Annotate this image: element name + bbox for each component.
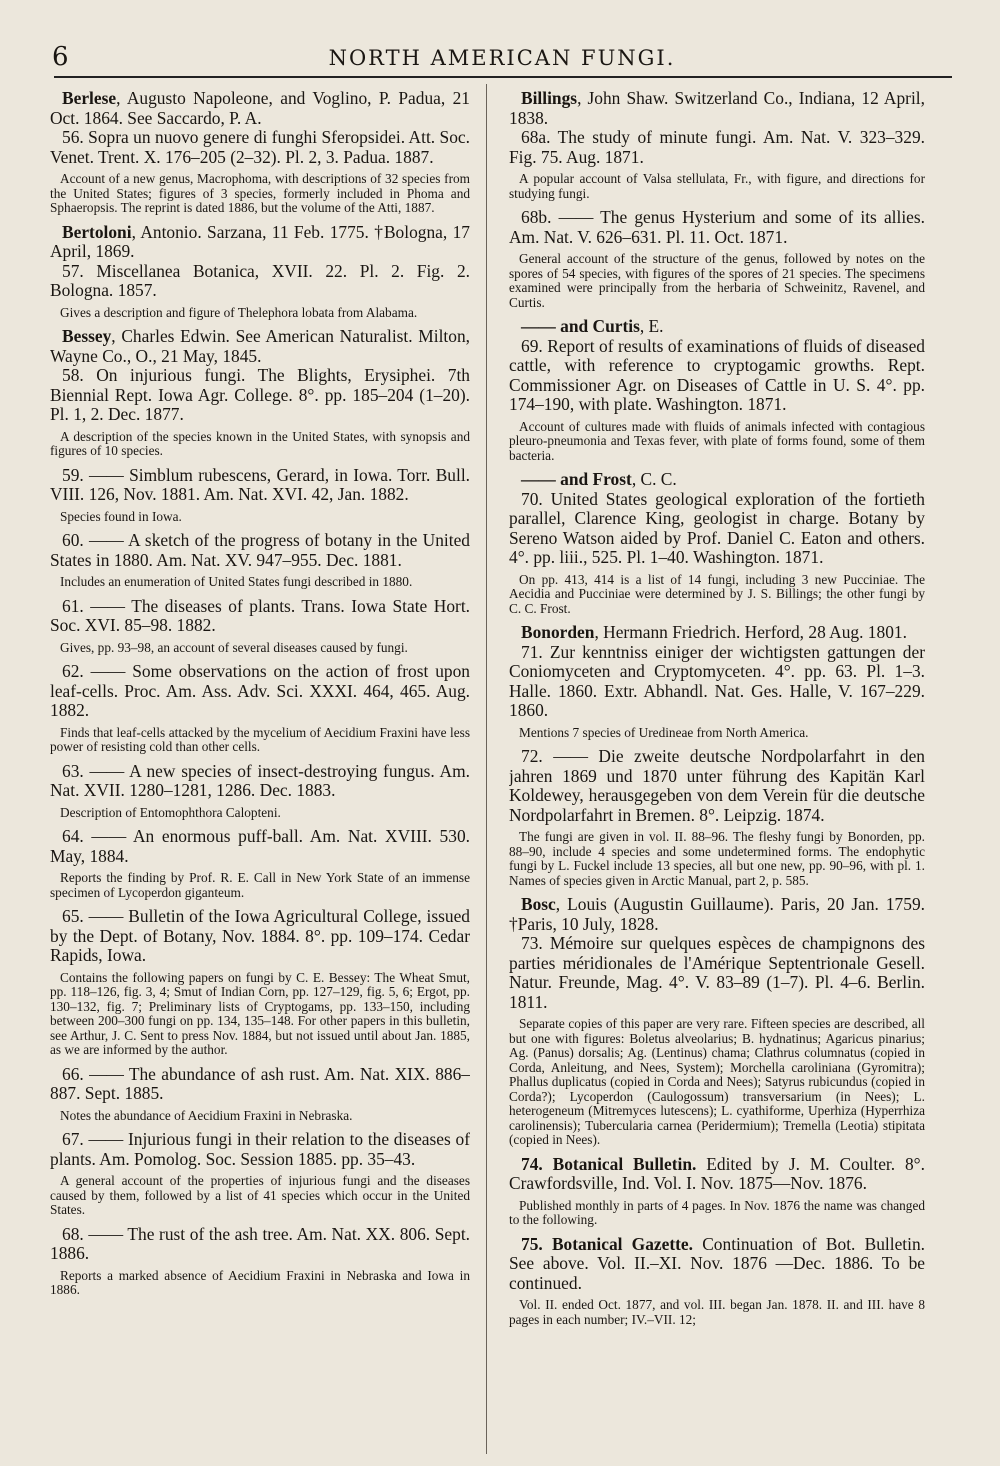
publication-entry: 70. United States geological exploration of the fortieth parallel, Clarence King, geologist in charge. Botany by Sereno Watson aided by Prof. Daniel C. Eaton and others. 4°. pp. liii., 525. Pl. 1–40. Washington. 1871. (509, 488, 925, 567)
author-entry (509, 317, 925, 337)
author-entry (509, 623, 925, 643)
annotation-note: Vol. II. ended Oct. 1877, and vol. III. began Jan. 1878. II. and III. have 8 pages in each number; IV.–VII. 12; (509, 1297, 925, 1327)
publication-entry: 71. Zur kenntniss einiger der wichtigsten gattungen der Coniomyceten and Cryptomyceten. 4°. pp. 63. Pl. 1–3. Halle. 1860. Extr. Abhandl. Nat. Ges. Halle, V. 167–229. 1860. (509, 641, 925, 720)
annotation-note: General account of the structure of the genus, followed by notes on the spores of 54 species, with figures of the spores of 21 species. The specimens examined were principally from the herbaria of Schweinitz, Ravenel, and Curtis. (509, 251, 925, 310)
right-column (509, 84, 925, 1454)
running-title: NORTH AMERICAN FUNGI. (328, 46, 676, 70)
annotation-note: Gives, pp. 93–98, an account of several diseases caused by fungi. (60, 639, 408, 655)
annotation-note: Includes an enumeration of United States fungi described in 1880. (60, 574, 413, 589)
publication-entry: 68. —— The rust of the ash tree. Am. Nat. XX. 806. Sept. 1886. (50, 1223, 470, 1263)
author-name: 75. Botanical Gazette. (521, 1233, 693, 1254)
author-entry (509, 470, 925, 490)
annotation-note: A general account of the properties of injurious fungi and the diseases caused by them, followed by a list of 41 species which occur in the United States. (50, 1173, 470, 1217)
author-name: 74. Botanical Bulletin. (521, 1153, 697, 1174)
annotation-note: Account of a new genus, Macrophoma, with descriptions of 32 species from the United States; figures of 3 species, formerly included in Phoma and Sphaeropsis. The reprint is dated 1886, but the volume of the Atti, 1887. (50, 171, 470, 215)
author-name: —— and Frost (521, 469, 632, 489)
author-details: , John Shaw. Switzerland Co., Indiana, 12 April, 1838. (509, 88, 925, 128)
annotation-note: Published monthly in parts of 4 pages. In Nov. 1876 the name was changed to the following. (509, 1197, 925, 1227)
publication-entry: 63. —— A new species of insect-destroying fungus. Am. Nat. XVII. 1280–1281, 1286. Dec. 1883. (50, 760, 470, 800)
author-details: , Antonio. Sarzana, 11 Feb. 1775. †Bologna, 17 April, 1869. (50, 221, 470, 261)
annotation-note: Mentions 7 species of Uredineae from North America. (519, 724, 809, 740)
author-details: , Augusto Napoleone, and Voglino, P. Padua, 21 Oct. 1864. See Saccardo, P. A. (50, 88, 470, 128)
annotation-note: Species found in Iowa. (60, 508, 182, 524)
author-details: Continuation of Bot. Bulletin. See above. Vol. II.–XI. Nov. 1876 —Dec. 1886. To be continued. (509, 1233, 925, 1293)
author-entry (509, 89, 925, 128)
header-rule (54, 76, 952, 78)
publication-entry: 73. Mémoire sur quelques espèces de champignons des parties méridionales de l'Amérique Septentrionale Gesell. Natur. Freunde, Mag. 4°. V. 83–89 (1–7). Pl. 4–6. Berlin. 1811. (509, 933, 925, 1012)
publication-entry: 67. —— Injurious fungi in their relation to the diseases of plants. Am. Pomolog. Soc. Session 1885. pp. 35–43. (50, 1129, 470, 1169)
annotation-note: Reports a marked absence of Aecidium Fraxini in Nebraska and Iowa in 1886. (50, 1267, 470, 1297)
author-entry (50, 327, 470, 366)
publication-entry: 61. —— The diseases of plants. Trans. Iowa State Hort. Soc. XVI. 85–98. 1882. (50, 595, 470, 635)
author-name: Bessey (62, 326, 112, 346)
publication-entry: 66. —— The abundance of ash rust. Am. Nat. XIX. 886–887. Sept. 1885. (50, 1063, 470, 1103)
publication-entry: 58. On injurious fungi. The Blights, Erysiphei. 7th Biennial Rept. Iowa Agr. College. 8°. pp. 185–204 (1–20). Pl. 1, 2. Dec. 1877. (50, 365, 470, 424)
publication-entry: 60. —— A sketch of the progress of botany in the United States in 1880. Am. Nat. XV. 947–955. Dec. 1881. (50, 530, 470, 570)
publication-entry: 68b. —— The genus Hysterium and some of its allies. Am. Nat. V. 626–631. Pl. 11. Oct. 1871. (509, 207, 925, 247)
publication-entry: 62. —— Some observations on the action of frost upon leaf-cells. Proc. Am. Ass. Adv. Sci. XXXI. 464, 465. Aug. 1882. (50, 661, 470, 720)
author-entry (509, 895, 925, 934)
publication-entry: 69. Report of results of examinations of fluids of diseased cattle, with reference to cryptogamic growths. Rept. Commissioner Agr. on Diseases of Cattle in U. S. 4°. pp. 174–190, with plate. Washington. 1871. (509, 335, 925, 414)
author-details: , E. (639, 316, 664, 336)
author-name: Bosc (521, 894, 556, 914)
publication-entry: 68a. The study of minute fungi. Am. Nat. V. 323–329. Fig. 75. Aug. 1871. (509, 127, 925, 167)
annotation-note: Description of Entomophthora Calopteni. (60, 804, 281, 820)
author-details: Edited by J. M. Coulter. 8°. Crawfordsville, Ind. Vol. I. Nov. 1875—Nov. 1876. (509, 1153, 925, 1193)
author-details: , Hermann Friedrich. Herford, 28 Aug. 1801. (594, 622, 907, 642)
author-entry (50, 89, 470, 128)
publication-entry: 65. —— Bulletin of the Iowa Agricultural College, issued by the Dept. of Botany, Nov. 1884. 8°. pp. 109–174. Cedar Rapids, Iowa. (50, 906, 470, 965)
publication-entry: 64. —— An enormous puff-ball. Am. Nat. XVIII. 530. May, 1884. (50, 826, 470, 866)
annotation-note: The fungi are given in vol. II. 88–96. The fleshy fungi by Bonorden, pp. 88–90, include 4 species and some undetermined forms. The endophytic fungi by L. Fuckel include 13 species, all but one new, pp. 90–96, with pl. 1. Names of species given in Arctic Manual, part 2, p. 585. (509, 829, 925, 888)
author-name: —— and Curtis (521, 316, 640, 336)
left-column (50, 84, 470, 1454)
annotation-note: Contains the following papers on fungi by C. E. Bessey: The Wheat Smut, pp. 118–126, fig. 3, 4; Smut of Indian Corn, pp. 127–129, fig. 5, 6; Ergot, pp. 130–132, fig. 7; Preliminary lists of Cryptogams, pp. 133–150, including between 200–300 fungi on pp. 134, 135–148. For other papers in this bulletin, see Arthur, J. C. Sent to press Nov. 1884, but not issued until about Jan. 1885, as we are informed by the author. (50, 969, 470, 1057)
author-name: Bonorden (521, 622, 595, 642)
annotation-note: Account of cultures made with fluids of animals infected with contagious pleuro-pneumonia and Texas fever, with plate of forms found, some of them bacteria. (509, 418, 925, 463)
author-details: , C. C. (631, 469, 677, 489)
annotation-note: A description of the species known in the United States, with synopsis and figures of 10 species. (50, 428, 470, 458)
page-header (52, 30, 952, 78)
author-name: Billings (521, 88, 578, 108)
author-details: , Louis (Augustin Guillaume). Paris, 20 Jan. 1759. †Paris, 10 July, 1828. (509, 894, 925, 934)
annotation-note: Separate copies of this paper are very rare. Fifteen species are described, all but one with figures: Boletus alveolarius; B. hydnatinus; Agaricus pinarius; Ag. (Panus) dorsalis; Ag. (Lentinus) chama; Clathrus columnatus (copied in Corda, Anleitung, and Nees, System); Morchella caroliniana (Gyromitra); Phallus duplicatus (copied in Corda and Nees); Satyrus rubicundus (copied in Corda?); Lycoperdon (Caulogossum) transversarium (in Nees); L. heterogeneum (Mitremyces lutescens); L. cyathiforme, Uperhiza (Hyperrhiza carolinensis); Tubercularia carnea (Peridermium); Tremella (Leotia) stipitata (copied in Nees). (509, 1016, 925, 1147)
publication-entry: 56. Sopra un nuovo genere di funghi Sferopsidei. Att. Soc. Venet. Trent. X. 176–205 (2–32). Pl. 2, 3. Padua. 1887. (50, 127, 470, 167)
author-name: Bertoloni (62, 221, 132, 242)
annotation-note: Gives a description and figure of Thelephora lobata from Alabama. (60, 304, 418, 320)
publication-entry: 59. —— Simblum rubescens, Gerard, in Iowa. Torr. Bull. VIII. 126, Nov. 1881. Am. Nat. XVI. 42, Jan. 1882. (50, 464, 470, 504)
page-number: 6 (52, 42, 69, 72)
author-name: Berlese (62, 88, 117, 108)
publication-entry: 72. —— Die zweite deutsche Nordpolarfahrt in den jahren 1869 und 1870 unter führung des Kapitän Karl Koldewey, herausgegeben von dem Verein für die deutsche Nordpolarfahrt in Bremen. 8°. Leipzig. 1874. (509, 746, 925, 825)
author-entry (509, 1155, 925, 1194)
column-divider (486, 84, 487, 1454)
annotation-note: Reports the finding by Prof. R. E. Call in New York State of an immense specimen of Lycoperdon giganteum. (50, 870, 470, 900)
author-details: , Charles Edwin. See American Naturalist. Milton, Wayne Co., O., 21 May, 1845. (50, 326, 470, 366)
author-entry (50, 223, 470, 262)
publication-entry: 57. Miscellanea Botanica, XVII. 22. Pl. 2. Fig. 2. Bologna. 1857. (50, 260, 470, 300)
annotation-note: On pp. 413, 414 is a list of 14 fungi, including 3 new Pucciniae. The Aecidia and Pucciniae were determined by J. S. Billings; the other fungi by C. C. Frost. (509, 571, 925, 616)
annotation-note: Notes the abundance of Aecidium Fraxini in Nebraska. (60, 1107, 353, 1123)
annotation-note: A popular account of Valsa stellulata, Fr., with figure, and directions for studying fungi. (509, 171, 925, 201)
author-entry (509, 1235, 925, 1294)
annotation-note: Finds that leaf-cells attacked by the mycelium of Aecidium Fraxini have less power of resisting cold than other cells. (50, 724, 470, 754)
